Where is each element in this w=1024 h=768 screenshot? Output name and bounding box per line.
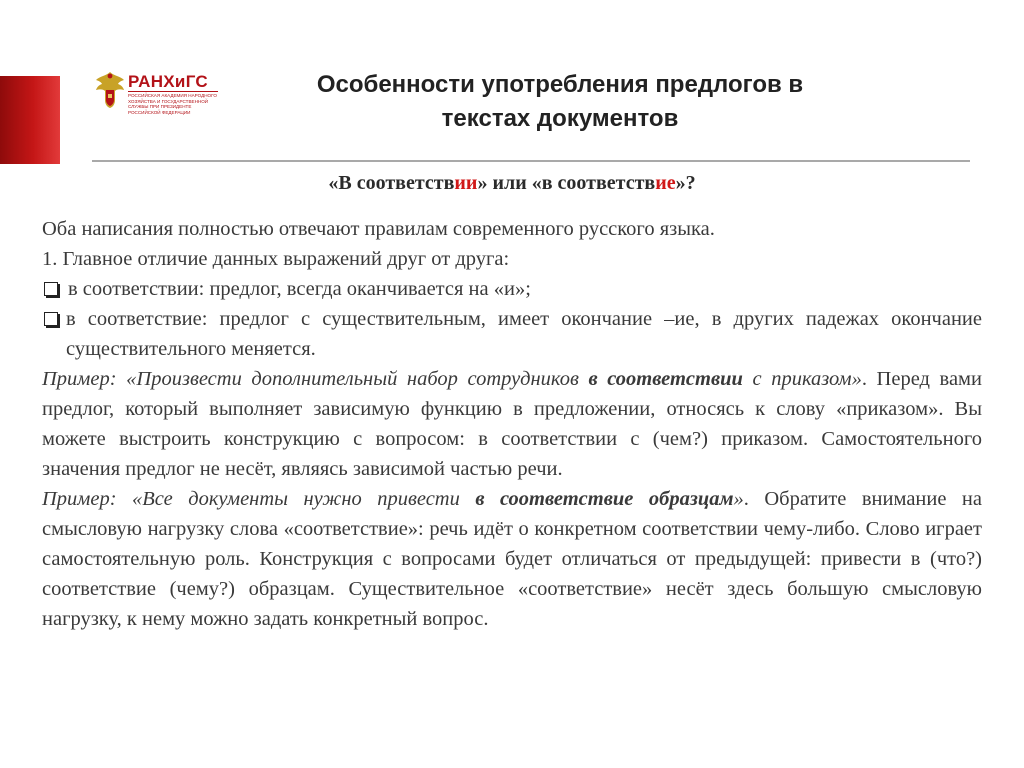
bullet-text-2: в соответствие: предлог с существительным, имеет окончание –ие, в других падежах окончание существительного меняется. [66,308,982,360]
example-1-tail: с приказом» [742,368,862,390]
logo-subtitle: РОССИЙСКАЯ АКАДЕМИЯ НАРОДНОГО ХОЗЯЙСТВА И ГОСУДАРСТВЕННОЙ СЛУЖБЫ ПРИ ПРЕЗИДЕНТЕ РОССИЙСКОЙ ФЕДЕРАЦИИ [128,93,217,115]
example-2-tail: » [733,488,744,510]
point-1: 1. Главное отличие данных выражений друг от друга: [42,248,510,270]
example-paragraph-2 [42,484,982,634]
accent-bar [0,76,60,164]
intro-paragraph: Оба написания полностью отвечают правилам современного русского языка. [42,218,715,240]
page-title-line-1: Особенности употребления предлогов в [316,71,804,98]
example-1-text: . Перед вами предлог, который выполняет зависимую функцию в предложении, относясь к слову «приказом». Вы можете выстроить конструкцию с вопросом: в соответствии с (чем?) приказом. Самостоятельного значения предлог не несёт, являясь зависимой частью речи. [42,368,982,480]
example-paragraph-1 [42,364,982,484]
bullet-text-1: в соответствии: предлог, всегда оканчивается на «и»; [68,278,531,300]
subtitle-part-3: »? [675,172,696,194]
example-2-label: Пример: «Все документы нужно привести [42,488,476,510]
subtitle-part-2: » или «в соответств [477,172,656,194]
bullet-item-2 [42,304,982,364]
page-title-line-2: текстах документов [441,105,679,132]
subtitle-red-ending-1: ии [454,172,478,194]
example-1-highlight: в соответствии [588,368,743,390]
subtitle-red-ending-2: ие [655,172,676,194]
body-content [42,214,982,634]
logo [94,70,224,116]
page-title [250,68,870,136]
checkbox-bullet-icon [44,282,58,296]
eagle-emblem-icon [94,70,126,110]
example-1-label: Пример: «Произвести дополнительный набор сотрудников [42,368,589,390]
subtitle-question [0,172,1024,195]
example-2-text: . Обратите внимание на смысловую нагрузку слова «соответствие»: речь идёт о конкретном соответствии чему-либо. Слово играет самостоятельную роль. Конструкция с вопросами будет отличаться от предыдущей: привести в (что?) соответствие (чему?) образцам. Существительное «соответствие» несёт здесь большую смысловую нагрузку, к нему можно задать конкретный вопрос. [42,488,982,630]
checkbox-bullet-icon [44,312,58,326]
logo-name: РАНХиГС [128,72,208,91]
title-divider [92,160,970,162]
subtitle-part-1: «В соответств [328,172,455,194]
bullet-item-1 [42,274,982,304]
logo-divider [128,91,218,92]
example-2-highlight: в соответствие образцам [475,488,734,510]
